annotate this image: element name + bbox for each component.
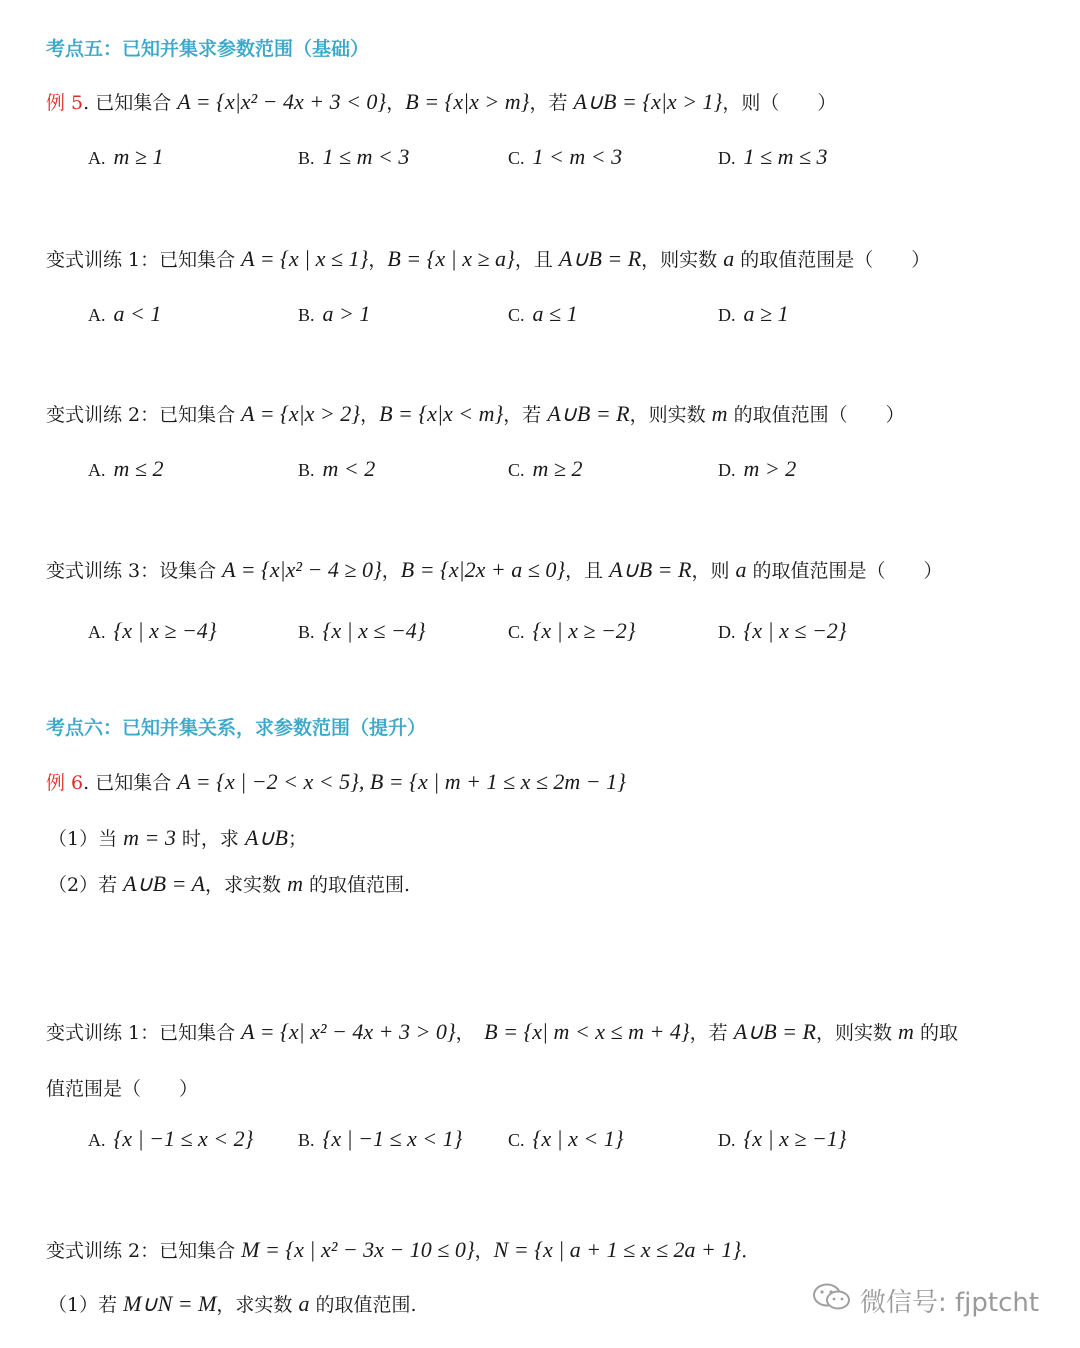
s6-v1-options-3-letter: D. — [718, 1130, 736, 1150]
variant-5-2-options — [88, 456, 796, 482]
s6-ex-q1math2: A∪B — [244, 825, 288, 850]
example-6-q2 — [48, 870, 410, 897]
s6-ex-q1pre: （1）当 — [48, 828, 124, 850]
s5-v1-options-3-value: a ≥ 1 — [743, 301, 789, 326]
option-c — [508, 1126, 718, 1152]
s5-v2-options-2-value: m ≥ 2 — [532, 456, 583, 481]
s6-v1-options-1-letter: B. — [298, 1130, 315, 1150]
variant-6-1-options — [88, 1126, 847, 1152]
s6-v1-options-0-letter: A. — [88, 1130, 106, 1150]
example-6-stem — [46, 768, 626, 795]
set-a: A = {x|x² − 4x + 3 < 0} — [177, 89, 387, 114]
s5-ex-options-0-letter: A. — [88, 148, 106, 168]
s5-v3-mathB: B = {x|2x + a ≤ 0} — [400, 557, 566, 582]
option-a — [88, 301, 298, 327]
s6-ex-q1math: m = 3 — [123, 825, 176, 850]
set-b: B = {x|x > m} — [405, 89, 530, 114]
s6-ex-math: A = {x | −2 < x < 5}, B = {x | m + 1 ≤ x ≤ 2m − 1} — [177, 769, 626, 794]
s5-v2-mid2: ，则实数 — [629, 404, 712, 426]
s5-ex-options-3-value: 1 ≤ m ≤ 3 — [743, 144, 828, 169]
watermark — [812, 1282, 1039, 1319]
s6-v2-pre: 变式训练 2：已知集合 — [46, 1240, 242, 1262]
s5-v3-options-1-value: {x | x ≤ −4} — [322, 618, 426, 643]
s6-v2-mathB: N = {x | a + 1 ≤ x ≤ 2a + 1} — [493, 1237, 742, 1262]
option-b — [298, 456, 508, 482]
s5-ex-options-1-letter: B. — [298, 148, 315, 168]
s5-v2-options-2-letter: C. — [508, 460, 525, 480]
variant-6-1-stem-line2: 值范围是（ ） — [46, 1078, 199, 1100]
s5-v1-options-0-letter: A. — [88, 305, 106, 325]
s5-ex-mid: ，若 — [529, 92, 574, 114]
s5-v3-options-3-value: {x | x ≤ −2} — [743, 618, 847, 643]
variant-6-2-stem — [46, 1236, 760, 1263]
s5-ex-pre: . 已知集合 — [83, 92, 178, 114]
s5-v1-options-3-letter: D. — [718, 305, 736, 325]
s6-v1-mid: ，若 — [689, 1022, 734, 1044]
s6-v1-post: 的取 — [913, 1022, 958, 1044]
s5-v2-options-0-letter: A. — [88, 460, 106, 480]
s5-v1-options-1-value: a > 1 — [322, 301, 371, 326]
section-5-heading: 考点五：已知并集求参数范围（基础） — [46, 38, 370, 60]
s6-v1-sep1: ， — [455, 1022, 485, 1044]
s6-v2-q1pre: （1）若 — [48, 1294, 124, 1316]
s6-v1-options-0-value: {x | −1 ≤ x < 2} — [113, 1126, 254, 1151]
s6-ex-q2mid: ，求实数 — [205, 874, 288, 896]
s5-v2-var: m — [711, 401, 728, 426]
variant-6-1-stem — [46, 1018, 958, 1045]
s6-v2-q1var: a — [298, 1291, 310, 1316]
s5-v1-mathA: A = {x | x ≤ 1} — [241, 246, 369, 271]
s6-ex-q1post: ； — [287, 828, 307, 850]
s5-v3-options-3-letter: D. — [718, 622, 736, 642]
s5-v2-mid: ，若 — [503, 404, 548, 426]
s6-ex-q1mid: 时，求 — [175, 828, 245, 850]
s5-v2-sep1: ， — [360, 404, 380, 426]
s6-v2-mathA: M = {x | x² − 3x − 10 ≤ 0} — [241, 1237, 475, 1262]
variant-6-2-q1 — [48, 1290, 417, 1317]
s5-v3-options-0-letter: A. — [88, 622, 106, 642]
watermark-text: 微信号: fjptcht — [860, 1288, 1040, 1318]
s5-v2-options-3-letter: D. — [718, 460, 736, 480]
s5-v3-mid: ，且 — [565, 560, 610, 582]
example-5-options — [88, 144, 828, 170]
example-6-label: 例 6 — [46, 772, 84, 794]
s5-ex-sep1: ， — [386, 92, 406, 114]
s5-v1-options-2-value: a ≤ 1 — [532, 301, 578, 326]
s5-v1-mid2: ，则实数 — [641, 249, 724, 271]
s5-ex-options-0-value: m ≥ 1 — [113, 144, 164, 169]
s6-v1-pre: 变式训练 1：已知集合 — [46, 1022, 242, 1044]
option-a — [88, 456, 298, 482]
variant-5-2-stem — [46, 400, 905, 427]
s5-v3-options-1-letter: B. — [298, 622, 315, 642]
s6-v1-options-2-letter: C. — [508, 1130, 525, 1150]
s6-ex-q2math: A∪B = A — [123, 871, 206, 896]
s6-v2-q1mid: ，求实数 — [216, 1294, 299, 1316]
s5-v1-mathB: B = {x | x ≥ a} — [387, 246, 515, 271]
option-d — [718, 144, 828, 170]
option-d — [718, 301, 789, 327]
option-c — [508, 144, 718, 170]
example-6-q1 — [48, 824, 307, 851]
s5-v2-options-3-value: m > 2 — [743, 456, 797, 481]
s5-v2-mathC: A∪B = R — [547, 401, 630, 426]
wechat-icon — [812, 1282, 852, 1319]
s5-v1-mathC: A∪B = R — [558, 246, 642, 271]
s5-v3-options-2-value: {x | x ≥ −2} — [532, 618, 636, 643]
s6-v1-mathA: A = {x| x² − 4x + 3 > 0} — [241, 1019, 456, 1044]
option-a — [88, 1126, 298, 1152]
s5-v1-sep1: ， — [368, 249, 388, 271]
s5-v3-mid2: ，则 — [691, 560, 736, 582]
s6-v1-options-3-value: {x | x ≥ −1} — [743, 1126, 847, 1151]
s5-ex-options-2-value: 1 < m < 3 — [532, 144, 623, 169]
s5-ex-options-3-letter: D. — [718, 148, 736, 168]
option-c — [508, 456, 718, 482]
variant-5-3-stem — [46, 556, 943, 583]
s6-ex-q2var: m — [287, 871, 303, 896]
option-b — [298, 618, 508, 644]
s6-v1-mid2: ，则实数 — [815, 1022, 899, 1044]
s5-v1-post: 的取值范围是（ ） — [734, 249, 931, 271]
s5-v3-options-2-letter: C. — [508, 622, 525, 642]
s5-v3-mathA: A = {x|x² − 4 ≥ 0} — [222, 557, 382, 582]
option-b — [298, 301, 508, 327]
variant-5-3-options — [88, 618, 847, 644]
s5-ex-options-1-value: 1 ≤ m < 3 — [322, 144, 410, 169]
s6-ex-q2post: 的取值范围. — [302, 874, 411, 896]
s6-v2-post: ． — [741, 1240, 761, 1262]
option-d — [718, 1126, 847, 1152]
variant-5-1-options — [88, 301, 789, 327]
s5-v3-options-0-value: {x | x ≥ −4} — [113, 618, 217, 643]
s5-v1-options-0-value: a < 1 — [113, 301, 162, 326]
s5-v2-post: 的取值范围（ ） — [727, 404, 905, 426]
s6-v1-mathB: B = {x| m < x ≤ m + 4} — [484, 1019, 690, 1044]
s6-v2-sep1: ， — [474, 1240, 494, 1262]
s6-v2-q1math: M∪N = M — [123, 1291, 217, 1316]
s5-v2-pre: 变式训练 2：已知集合 — [46, 404, 242, 426]
s5-v2-mathA: A = {x|x > 2} — [241, 401, 361, 426]
s6-v1-var: m — [898, 1019, 914, 1044]
example-5-label: 例 5 — [46, 92, 84, 114]
s6-v1-options-1-value: {x | −1 ≤ x < 1} — [322, 1126, 463, 1151]
option-d — [718, 618, 847, 644]
s5-v3-sep1: ， — [381, 560, 401, 582]
s6-ex-pre: . 已知集合 — [83, 772, 178, 794]
option-b — [298, 144, 508, 170]
option-c — [508, 618, 718, 644]
s5-ex-post: ，则（ ） — [722, 92, 837, 114]
s6-ex-q2pre: （2）若 — [48, 874, 124, 896]
s5-v1-pre: 变式训练 1：已知集合 — [46, 249, 242, 271]
s5-v3-mathC: A∪B = R — [609, 557, 692, 582]
s5-v2-mathB: B = {x|x < m} — [379, 401, 504, 426]
s5-v1-options-2-letter: C. — [508, 305, 525, 325]
s5-v2-options-1-letter: B. — [298, 460, 315, 480]
union-condition: A∪B = {x|x > 1} — [573, 89, 723, 114]
s5-v2-options-1-value: m < 2 — [322, 456, 376, 481]
s5-v3-pre: 变式训练 3：设集合 — [46, 560, 223, 582]
s5-v1-var: a — [723, 246, 735, 271]
section-6-heading: 考点六：已知并集关系，求参数范围（提升） — [46, 717, 427, 739]
option-b — [298, 1126, 508, 1152]
example-5-stem — [46, 88, 836, 115]
option-a — [88, 144, 298, 170]
s6-v1-mathC: A∪B = R — [733, 1019, 816, 1044]
s5-v3-post: 的取值范围是（ ） — [746, 560, 943, 582]
option-c — [508, 301, 718, 327]
s5-v2-options-0-value: m ≤ 2 — [113, 456, 164, 481]
s5-v1-options-1-letter: B. — [298, 305, 315, 325]
option-d — [718, 456, 796, 482]
option-a — [88, 618, 298, 644]
s5-v1-mid: ，且 — [514, 249, 559, 271]
s6-v1-options-2-value: {x | x < 1} — [532, 1126, 624, 1151]
s6-v2-q1post: 的取值范围. — [309, 1294, 417, 1316]
s5-v3-var: a — [735, 557, 747, 582]
variant-5-1-stem — [46, 245, 930, 272]
s5-ex-options-2-letter: C. — [508, 148, 525, 168]
